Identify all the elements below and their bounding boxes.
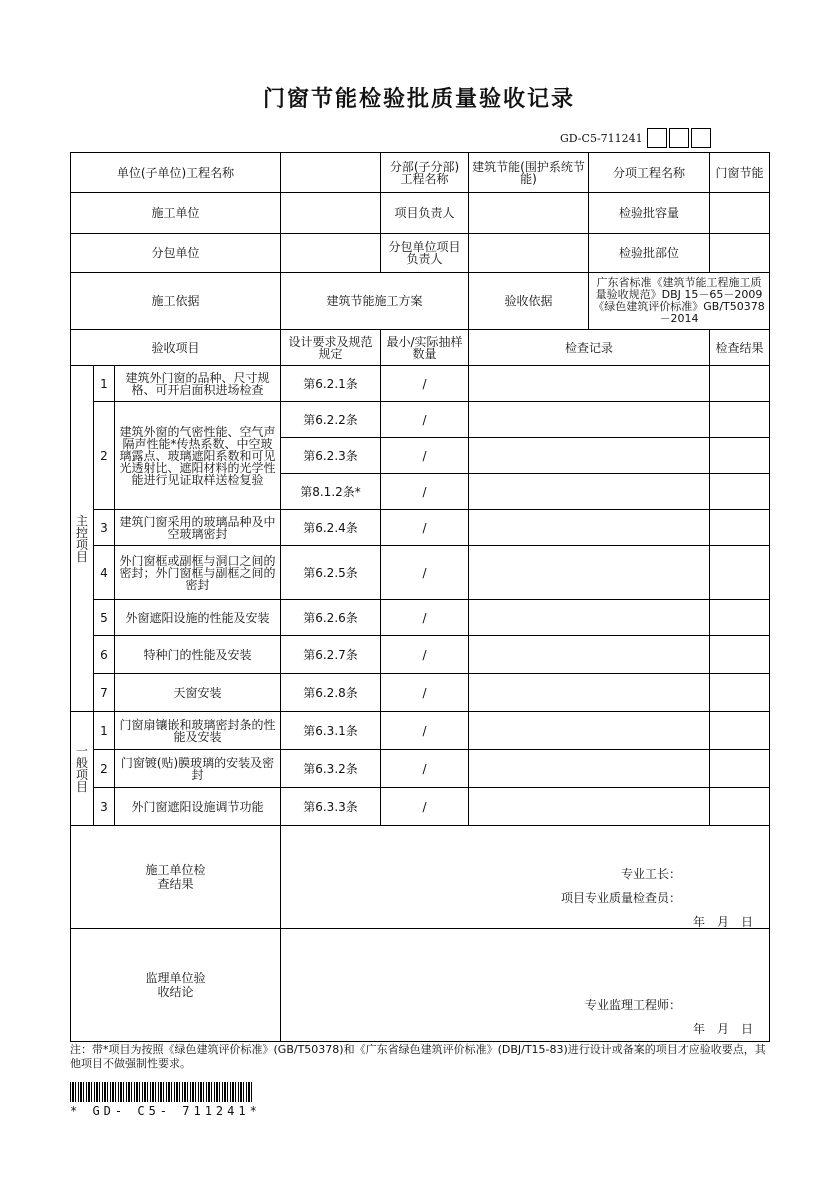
main-item-sample: / <box>381 636 469 674</box>
main-item-clause: 第6.2.6条 <box>281 600 381 636</box>
contractor-check-label: 施工单位检查结果 <box>71 826 281 929</box>
main-item-no: 5 <box>94 600 115 636</box>
contractor-label: 施工单位 <box>71 193 281 234</box>
supervisor-date: 年 月 日 <box>693 1022 754 1036</box>
main-item-result[interactable] <box>710 546 770 600</box>
general-item-no: 1 <box>94 712 115 750</box>
sub-pm-value[interactable] <box>469 234 589 273</box>
acceptance-record-table <box>70 152 770 1042</box>
main-item-record[interactable] <box>469 366 710 402</box>
barcode-image <box>70 1082 252 1102</box>
main-item-sample: / <box>381 366 469 402</box>
contractor-check-area[interactable] <box>281 826 770 929</box>
basis-label: 施工依据 <box>71 273 281 330</box>
main-item-sample: / <box>381 600 469 636</box>
main-item-no: 2 <box>94 402 115 510</box>
main-item-record[interactable] <box>469 438 710 474</box>
general-item-clause: 第6.3.2条 <box>281 750 381 788</box>
col-item: 验收项目 <box>71 330 281 366</box>
main-item-result[interactable] <box>710 510 770 546</box>
contractor-sign-lines <box>561 862 754 929</box>
main-item-record[interactable] <box>469 402 710 438</box>
main-item-desc: 外窗遮阳设施的性能及安装 <box>115 600 281 636</box>
main-item-no: 4 <box>94 546 115 600</box>
col-record: 检查记录 <box>469 330 710 366</box>
code-box-3[interactable] <box>691 128 711 148</box>
general-item-record[interactable] <box>469 712 710 750</box>
main-item-sample: / <box>381 510 469 546</box>
general-item-clause: 第6.3.3条 <box>281 788 381 826</box>
code-box-2[interactable] <box>669 128 689 148</box>
main-item-sample: / <box>381 438 469 474</box>
main-item-desc: 天窗安装 <box>115 674 281 712</box>
unit-name-value[interactable] <box>281 153 381 193</box>
general-item-sample: / <box>381 788 469 826</box>
contractor-value[interactable] <box>281 193 381 234</box>
main-item-no: 1 <box>94 366 115 402</box>
foreman-label: 专业工长： <box>621 867 682 881</box>
general-item-record[interactable] <box>469 750 710 788</box>
main-item-clause: 第6.2.3条 <box>281 438 381 474</box>
main-item-clause: 第6.2.7条 <box>281 636 381 674</box>
general-item-no: 3 <box>94 788 115 826</box>
main-item-sample: / <box>381 474 469 510</box>
basis-value: 建筑节能施工方案 <box>281 273 469 330</box>
general-group-label: 一般项目 <box>71 712 94 826</box>
main-item-record[interactable] <box>469 600 710 636</box>
col-result: 检查结果 <box>710 330 770 366</box>
sub-pm-label: 分包单位项目负责人 <box>381 234 469 273</box>
accept-basis-value: 广东省标准《建筑节能工程施工质量验收规范》DBJ 15－65－2009《绿色建筑评价标准》GB/T50378－2014 <box>589 273 770 330</box>
general-item-result[interactable] <box>710 788 770 826</box>
general-item-clause: 第6.3.1条 <box>281 712 381 750</box>
subcontractor-value[interactable] <box>281 234 381 273</box>
main-item-clause: 第6.2.4条 <box>281 510 381 546</box>
main-item-clause: 第6.2.5条 <box>281 546 381 600</box>
main-item-desc: 建筑外窗的气密性能、空气声隔声性能*传热系数、中空玻璃露点、玻璃遮阳系数和可见光透射比、遮阳材料的光学性能进行见证取样送检复验 <box>115 402 281 510</box>
supervisor-check-area[interactable] <box>281 929 770 1042</box>
location-label: 检验批部位 <box>589 234 710 273</box>
barcode-text: * GD- C5- 711241* <box>70 1104 261 1118</box>
inspector-label: 项目专业质量检查员： <box>561 891 682 905</box>
location-value[interactable] <box>710 234 770 273</box>
main-item-sample: / <box>381 402 469 438</box>
subdiv-value[interactable]: 建筑节能(围护系统节能) <box>469 153 589 193</box>
main-item-record[interactable] <box>469 674 710 712</box>
item-name-label: 分项工程名称 <box>589 153 710 193</box>
general-item-desc: 门窗扇镶嵌和玻璃密封条的性能及安装 <box>115 712 281 750</box>
main-group-label: 主控项目 <box>71 366 94 712</box>
main-item-result[interactable] <box>710 402 770 438</box>
main-item-sample: / <box>381 674 469 712</box>
main-item-record[interactable] <box>469 546 710 600</box>
col-design: 设计要求及规范规定 <box>281 330 381 366</box>
main-item-record[interactable] <box>469 510 710 546</box>
general-item-record[interactable] <box>469 788 710 826</box>
general-item-result[interactable] <box>710 712 770 750</box>
supervisor-check-label: 监理单位验收结论 <box>71 929 281 1042</box>
capacity-label: 检验批容量 <box>589 193 710 234</box>
general-item-desc: 外门窗遮阳设施调节功能 <box>115 788 281 826</box>
general-item-no: 2 <box>94 750 115 788</box>
pm-label: 项目负责人 <box>381 193 469 234</box>
form-code-row <box>560 128 711 148</box>
main-item-desc: 建筑门窗采用的玻璃品种及中空玻璃密封 <box>115 510 281 546</box>
code-box-1[interactable] <box>647 128 667 148</box>
main-item-result[interactable] <box>710 674 770 712</box>
main-item-result[interactable] <box>710 366 770 402</box>
subcontractor-label: 分包单位 <box>71 234 281 273</box>
main-item-clause: 第6.2.8条 <box>281 674 381 712</box>
main-item-no: 3 <box>94 510 115 546</box>
main-item-clause: 第6.2.2条 <box>281 402 381 438</box>
main-item-clause: 第8.1.2条* <box>281 474 381 510</box>
main-item-result[interactable] <box>710 600 770 636</box>
page-title: 门窗节能检验批质量验收记录 <box>262 87 575 112</box>
main-item-result[interactable] <box>710 636 770 674</box>
supervisor-engineer-label: 专业监理工程师： <box>585 998 682 1012</box>
main-item-desc: 特种门的性能及安装 <box>115 636 281 674</box>
col-sample: 最小/实际抽样数量 <box>381 330 469 366</box>
main-item-record[interactable] <box>469 636 710 674</box>
accept-basis-label: 验收依据 <box>469 273 589 330</box>
footnote: 注：带*项目为按照《绿色建筑评价标准》(GB/T50378)和《广东省绿色建筑评价标准》(DBJ/T15-83)进行设计或备案的项目才应验收要点，其他项目不做强制性要求。 <box>70 1043 766 1070</box>
item-name-value[interactable]: 门窗节能 <box>710 153 770 193</box>
main-item-no: 7 <box>94 674 115 712</box>
general-item-result[interactable] <box>710 750 770 788</box>
form-code: GD-C5-711241 <box>560 131 643 145</box>
main-item-result[interactable] <box>710 438 770 474</box>
main-item-record[interactable] <box>469 474 710 510</box>
general-item-sample: / <box>381 712 469 750</box>
unit-name-label: 单位(子单位)工程名称 <box>71 153 281 193</box>
pm-value[interactable] <box>469 193 589 234</box>
main-item-no: 6 <box>94 636 115 674</box>
subdiv-label: 分部(子分部)工程名称 <box>381 153 469 193</box>
main-item-sample: / <box>381 546 469 600</box>
main-item-result[interactable] <box>710 474 770 510</box>
general-item-sample: / <box>381 750 469 788</box>
main-item-desc: 外门窗框或副框与洞口之间的密封；外门窗框与副框之间的密封 <box>115 546 281 600</box>
capacity-value[interactable] <box>710 193 770 234</box>
supervisor-sign-lines <box>585 993 754 1041</box>
main-item-desc: 建筑外门窗的品种、尺寸规格、可开启面积进场检查 <box>115 366 281 402</box>
main-item-clause: 第6.2.1条 <box>281 366 381 402</box>
general-item-desc: 门窗镀(贴)膜玻璃的安装及密封 <box>115 750 281 788</box>
contractor-date: 年 月 日 <box>693 915 754 929</box>
